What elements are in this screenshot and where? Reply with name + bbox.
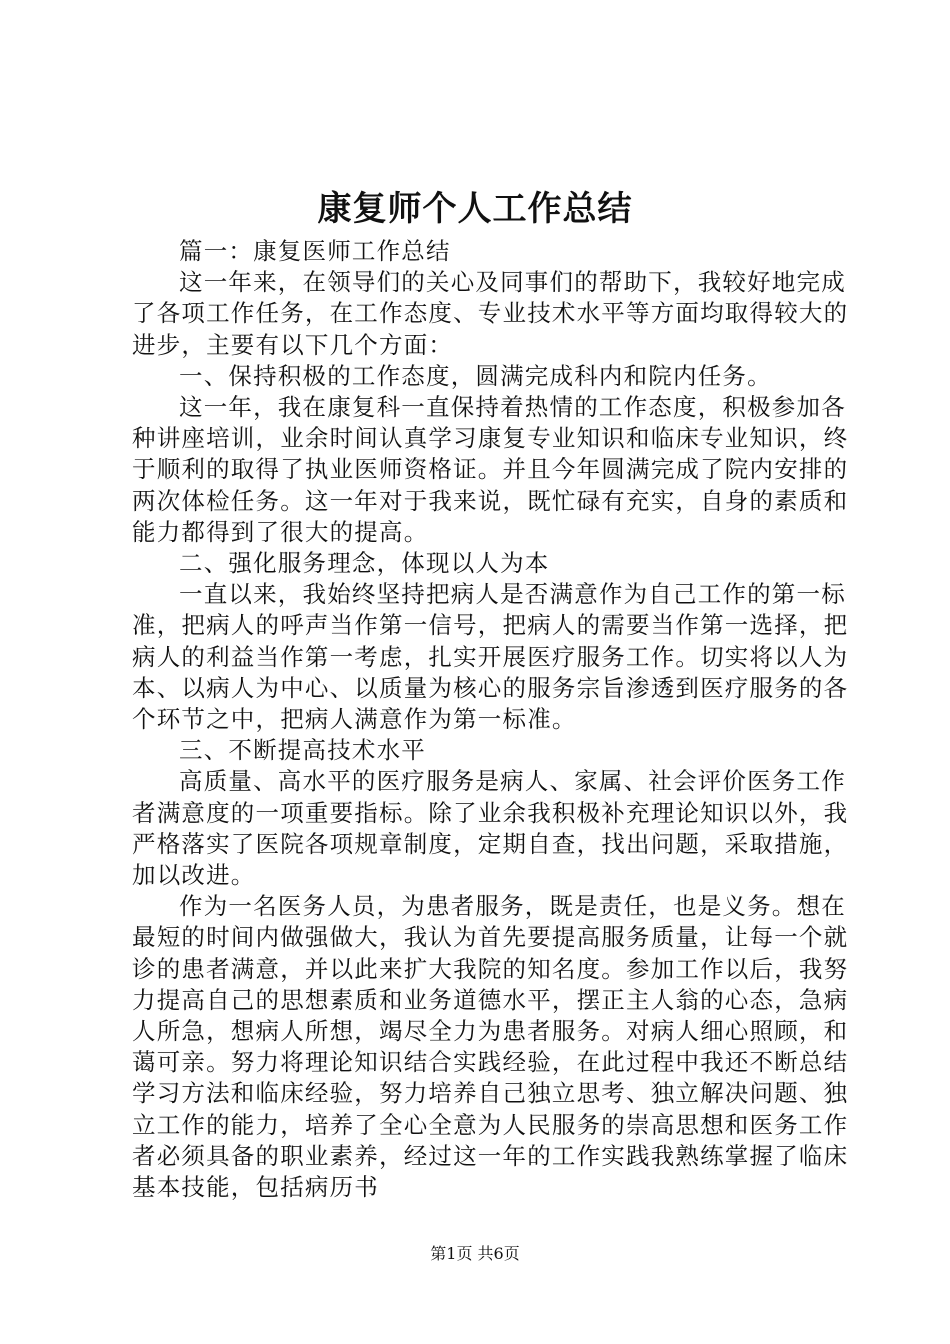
document-title: 康复师个人工作总结 bbox=[317, 189, 633, 229]
paragraph-service: 一直以来，我始终坚持把病人是否满意作为自己工作的第一标准，把病人的呼声当作第一信号，把病人的需要当作第一选择，把病人的利益当作第一考虑，扎实开展医疗服务工作。切实将以人为本、以病人为中心、以质量为核心的服务宗旨渗透到医疗服务的各个环节之中，把病人满意作为第一标准。 bbox=[132, 580, 849, 734]
paragraph-responsibility: 作为一名医务人员，为患者服务，既是责任，也是义务。想在最短的时间内做强做大，我认为首先要提高服务质量，让每一个就诊的患者满意，并以此来扩大我院的知名度。参加工作以后，我努力提高自己的思想素质和业务道德水平，摆正主人翁的心态，急病人所急，想病人所想，竭尽全力为患者服务。对病人细心照顾，和蔼可亲。努力将理论知识结合实践经验，在此过程中我还不断总结学习方法和临床经验，努力培养自己独立思考、独立解决问题、独立工作的能力，培养了全心全意为人民服务的崇高思想和医务工作者必须具备的职业素养，经过这一年的工作实践我熟练掌握了临床基本技能，包括病历书 bbox=[132, 892, 849, 1202]
section-heading-two: 二、强化服务理念，体现以人为本 bbox=[179, 549, 550, 578]
section-heading-three: 三、不断提高技术水平 bbox=[179, 736, 426, 765]
section-heading-one: 一、保持积极的工作态度，圆满完成科内和院内任务。 bbox=[179, 361, 772, 390]
document-body bbox=[132, 236, 852, 1203]
page-footer: 第1页 共6页 bbox=[430, 1244, 520, 1263]
paragraph-intro: 这一年来，在领导们的关心及同事们的帮助下，我较好地完成了各项工作任务，在工作态度、专业技术水平等方面均取得较大的进步，主要有以下几个方面： bbox=[132, 268, 849, 359]
section-heading-part-one: 篇一：康复医师工作总结 bbox=[179, 237, 451, 265]
paragraph-quality: 高质量、高水平的医疗服务是病人、家属、社会评价医务工作者满意度的一项重要指标。除了业余我积极补充理论知识以外，我严格落实了医院各项规章制度，定期自查，找出问题，采取措施，加以改进。 bbox=[132, 767, 849, 890]
paragraph-attitude: 这一年，我在康复科一直保持着热情的工作态度，积极参加各种讲座培训，业余时间认真学习康复专业知识和临床专业知识，终于顺利的取得了执业医师资格证。并且今年圆满完成了院内安排的两次体检任务。这一年对于我来说，既忙碌有充实，自身的素质和能力都得到了很大的提高。 bbox=[132, 393, 849, 546]
